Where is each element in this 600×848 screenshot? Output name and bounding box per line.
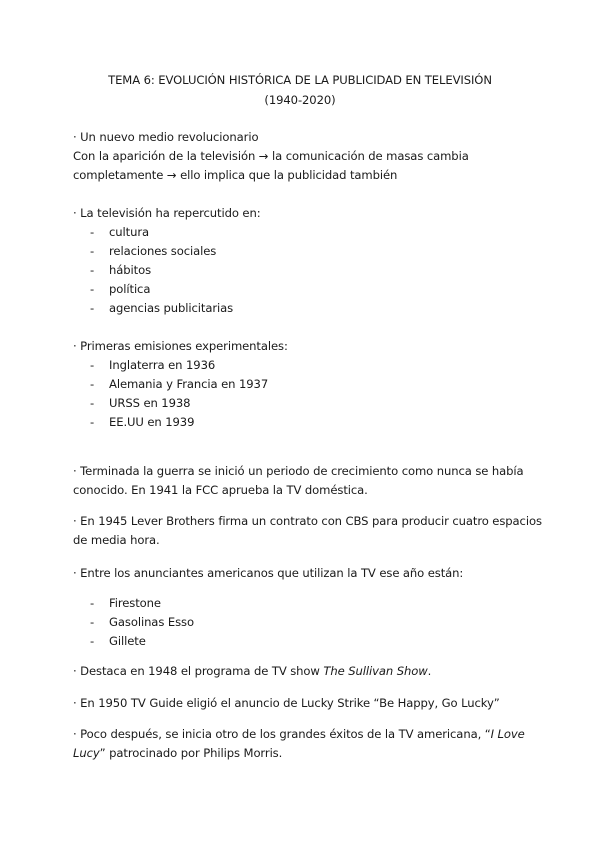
list-dash: - xyxy=(90,615,95,629)
section-lever-line-1: · En 1945 Lever Brothers firma un contrato con CBS para producir cuatro espacios xyxy=(73,514,542,528)
list-dash: - xyxy=(90,634,95,648)
list-item-text: URSS en 1938 xyxy=(109,396,191,410)
list-item-text: Inglaterra en 1936 xyxy=(109,358,216,372)
section-nuevo-medio-line-1: Con la aparición de la televisión → la comunicación de masas cambia xyxy=(73,149,469,163)
list-item-text: cultura xyxy=(109,225,150,239)
section-emisiones-heading: · Primeras emisiones experimentales: xyxy=(73,339,288,353)
list-item-text: EE.UU en 1939 xyxy=(109,415,195,429)
lucy-suffix: ” patrocinado por Philips Morris. xyxy=(99,746,283,760)
list-item-text: Alemania y Francia en 1937 xyxy=(109,377,269,391)
list-dash: - xyxy=(90,225,95,239)
list-item-text: Firestone xyxy=(109,596,161,610)
list-dash: - xyxy=(90,263,95,277)
list-item-text: hábitos xyxy=(109,263,152,277)
list-item-text: Gillete xyxy=(109,634,146,648)
list-item-text: política xyxy=(109,282,151,296)
sullivan-prefix: · Destaca en 1948 el programa de TV show xyxy=(73,664,324,678)
section-lucky: · En 1950 TV Guide eligió el anuncio de Lucky Strike “Be Happy, Go Lucky” xyxy=(73,696,500,710)
lucy-title-part-1: I Love xyxy=(490,727,525,741)
list-dash: - xyxy=(90,396,95,410)
lucy-prefix: · Poco después, se inicia otro de los grandes éxitos de la TV americana, “ xyxy=(73,727,491,741)
section-nuevo-medio-heading: · Un nuevo medio revolucionario xyxy=(73,130,259,144)
list-dash: - xyxy=(90,301,95,315)
sullivan-show-title: The Sullivan Show xyxy=(323,664,428,678)
section-nuevo-medio-line-2: completamente → ello implica que la publicidad también xyxy=(73,168,398,182)
page-title-line-1: TEMA 6: EVOLUCIÓN HISTÓRICA DE LA PUBLICIDAD EN TELEVISIÓN xyxy=(108,73,492,87)
section-repercutido-heading: · La televisión ha repercutido en: xyxy=(73,206,261,220)
section-lever-line-2: de media hora. xyxy=(73,533,160,547)
list-item-text: Gasolinas Esso xyxy=(109,615,194,629)
list-dash: - xyxy=(90,596,95,610)
sullivan-suffix: . xyxy=(427,664,432,678)
list-item-text: agencias publicitarias xyxy=(109,301,234,315)
page-title-line-2: (1940-2020) xyxy=(264,93,336,107)
list-dash: - xyxy=(90,415,95,429)
lucy-title-part-2: Lucy xyxy=(73,746,100,760)
section-lucy-line-1 xyxy=(73,725,525,744)
section-lucy-line-2 xyxy=(73,744,282,763)
section-guerra-line-1: · Terminada la guerra se inició un periodo de crecimiento como nunca se había xyxy=(73,464,524,478)
section-sullivan xyxy=(73,662,431,681)
section-guerra-line-2: conocido. En 1941 la FCC aprueba la TV doméstica. xyxy=(73,483,368,497)
list-dash: - xyxy=(90,377,95,391)
list-dash: - xyxy=(90,244,95,258)
list-dash: - xyxy=(90,282,95,296)
list-item-text: relaciones sociales xyxy=(109,244,217,258)
list-dash: - xyxy=(90,358,95,372)
section-anunciantes-heading: · Entre los anunciantes americanos que utilizan la TV ese año están: xyxy=(73,566,464,580)
